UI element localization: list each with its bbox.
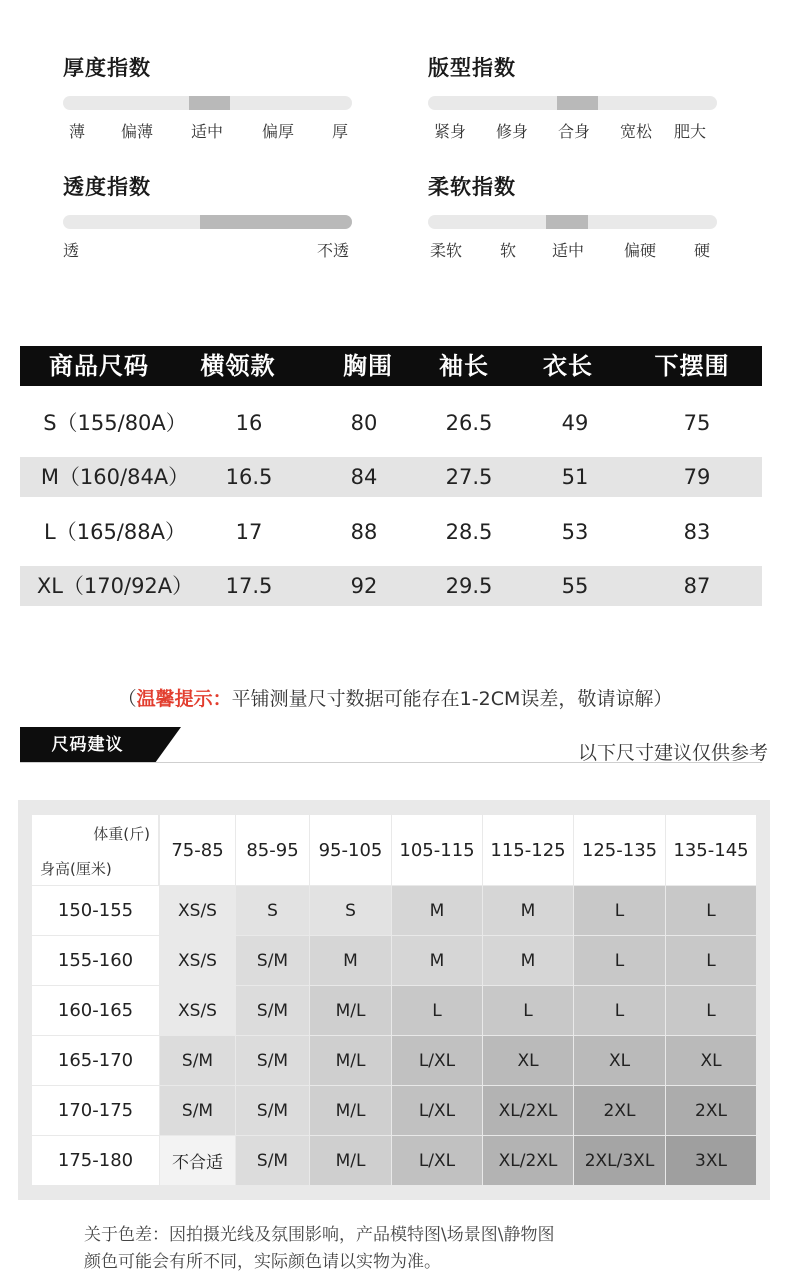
weight-axis-label: 体重(斤) bbox=[93, 825, 150, 843]
recommended-size-cell: L bbox=[574, 936, 665, 985]
size-table-header-cell: 横领款 bbox=[200, 352, 276, 380]
recommended-size-cell: L bbox=[574, 986, 665, 1035]
size-table-header-cell: 衣长 bbox=[543, 352, 593, 380]
height-range-header: 170-175 bbox=[32, 1086, 159, 1135]
recommended-size-cell: L bbox=[666, 886, 756, 935]
recommended-size-cell: L bbox=[483, 986, 573, 1035]
size-table-cell: 28.5 bbox=[445, 520, 493, 544]
weight-range-header: 115-125 bbox=[483, 815, 573, 885]
height-range-header: 165-170 bbox=[32, 1036, 159, 1085]
size-table-cell: M（160/84A） bbox=[40, 465, 190, 489]
recommended-size-cell: M bbox=[483, 886, 573, 935]
tip-open-paren: （ bbox=[117, 688, 137, 710]
softness-label: 硬 bbox=[694, 241, 711, 260]
thickness-label: 偏薄 bbox=[121, 122, 154, 141]
tip-text: 平铺测量尺寸数据可能存在1-2CM误差，敬请谅解 bbox=[231, 688, 654, 710]
recommended-size-cell: L bbox=[392, 986, 482, 1035]
size-table-cell: 16 bbox=[235, 411, 263, 435]
size-table-cell: L（165/88A） bbox=[44, 520, 186, 544]
recommended-size-cell: L/XL bbox=[392, 1036, 482, 1085]
size-recommendation-tag: 尺码建议 bbox=[20, 727, 155, 763]
tip-label: 温馨提示： bbox=[136, 688, 232, 710]
height-range-header: 150-155 bbox=[32, 886, 159, 935]
opacity-index-level bbox=[200, 215, 352, 229]
recommended-size-cell: S/M bbox=[236, 1036, 309, 1085]
recommendation-note: 以下尺寸建议仅供参考 bbox=[577, 742, 768, 764]
thickness-index-level bbox=[189, 96, 230, 110]
color-disclaimer-line: 关于色差：因拍摄光线及氛围影响，产品模特图\场景图\静物图 bbox=[84, 1225, 555, 1245]
size-table-cell: 53 bbox=[561, 520, 589, 544]
weight-range-header: 75-85 bbox=[160, 815, 235, 885]
recommended-size-cell: M bbox=[392, 886, 482, 935]
size-table-row bbox=[20, 403, 762, 443]
recommended-size-cell: S/M bbox=[236, 986, 309, 1035]
thickness-index-bar bbox=[63, 96, 352, 110]
fit-label: 肥大 bbox=[674, 122, 707, 141]
recommended-size-cell: XL/2XL bbox=[483, 1136, 573, 1185]
recommended-size-cell: S bbox=[236, 886, 309, 935]
thickness-label: 适中 bbox=[191, 122, 224, 141]
recommended-size-cell: M bbox=[392, 936, 482, 985]
size-table-cell: 55 bbox=[561, 574, 589, 598]
color-disclaimer-line: 颜色可能会有所不同，实际颜色请以实物为准。 bbox=[84, 1252, 441, 1272]
softness-label: 偏硬 bbox=[624, 241, 657, 260]
size-table-cell: 87 bbox=[683, 574, 711, 598]
size-recommendation-grid bbox=[18, 800, 770, 1200]
opacity-index-title: 透度指数 bbox=[63, 175, 151, 199]
softness-label: 软 bbox=[500, 241, 517, 260]
size-table-cell: 29.5 bbox=[445, 574, 493, 598]
size-table-cell: 83 bbox=[683, 520, 711, 544]
recommended-size-cell: M/L bbox=[310, 986, 391, 1035]
recommended-size-cell: M bbox=[483, 936, 573, 985]
height-axis-label: 身高(厘米) bbox=[40, 860, 112, 878]
recommended-size-cell: S/M bbox=[236, 1136, 309, 1185]
size-table-cell: 49 bbox=[561, 411, 589, 435]
color-disclaimer bbox=[84, 1222, 554, 1276]
size-table-header-cell: 袖长 bbox=[439, 352, 489, 380]
opacity-index-bar bbox=[63, 215, 352, 229]
size-table-cell: 51 bbox=[561, 465, 589, 489]
weight-range-header: 125-135 bbox=[574, 815, 665, 885]
softness-index-level bbox=[546, 215, 588, 229]
height-range-header: 160-165 bbox=[32, 986, 159, 1035]
recommended-size-cell: XL bbox=[666, 1036, 756, 1085]
recommended-size-cell: XL bbox=[483, 1036, 573, 1085]
recommended-size-cell: XS/S bbox=[160, 886, 235, 935]
thickness-label: 厚 bbox=[332, 122, 349, 141]
recommended-size-cell: XS/S bbox=[160, 986, 235, 1035]
recommended-size-cell: M/L bbox=[310, 1136, 391, 1185]
recommended-size-cell: M/L bbox=[310, 1086, 391, 1135]
opacity-label: 透 bbox=[63, 241, 80, 260]
size-table-header-cell: 胸围 bbox=[343, 352, 393, 380]
recommended-size-cell: M/L bbox=[310, 1036, 391, 1085]
size-table-cell: 79 bbox=[683, 465, 711, 489]
weight-range-header: 135-145 bbox=[666, 815, 756, 885]
recommended-size-cell: S/M bbox=[160, 1086, 235, 1135]
size-table-cell: 16.5 bbox=[225, 465, 273, 489]
fit-index-title: 版型指数 bbox=[428, 56, 516, 80]
recommended-size-cell: L bbox=[574, 886, 665, 935]
recommended-size-cell: L/XL bbox=[392, 1136, 482, 1185]
size-table-row bbox=[20, 457, 762, 497]
recommended-size-cell: L bbox=[666, 986, 756, 1035]
recommended-size-cell: S/M bbox=[236, 1086, 309, 1135]
recommended-size-cell: XL bbox=[574, 1036, 665, 1085]
size-table-cell: 80 bbox=[350, 411, 378, 435]
thickness-index-title: 厚度指数 bbox=[63, 56, 151, 80]
size-table-row bbox=[20, 566, 762, 606]
recommended-size-cell: 2XL bbox=[574, 1086, 665, 1135]
recommended-size-cell: L/XL bbox=[392, 1086, 482, 1135]
weight-range-header: 105-115 bbox=[392, 815, 482, 885]
size-table-cell: 92 bbox=[350, 574, 378, 598]
size-table-cell: 17 bbox=[235, 520, 263, 544]
size-table-header-cell: 商品尺码 bbox=[49, 352, 149, 380]
height-range-header: 155-160 bbox=[32, 936, 159, 985]
tip-close-paren: ） bbox=[653, 688, 673, 710]
softness-label: 适中 bbox=[552, 241, 585, 260]
size-table-cell: 17.5 bbox=[225, 574, 273, 598]
weight-range-header: 85-95 bbox=[236, 815, 309, 885]
recommended-size-cell: 2XL/3XL bbox=[574, 1136, 665, 1185]
tag-tail-decoration bbox=[155, 727, 181, 763]
recommended-size-cell: 2XL bbox=[666, 1086, 756, 1135]
thickness-label: 偏厚 bbox=[262, 122, 295, 141]
recommended-size-cell: 3XL bbox=[666, 1136, 756, 1185]
opacity-label: 不透 bbox=[317, 241, 350, 260]
size-table-cell: 84 bbox=[350, 465, 378, 489]
softness-label: 柔软 bbox=[430, 241, 463, 260]
softness-index-title: 柔软指数 bbox=[428, 175, 516, 199]
size-table-cell: 75 bbox=[683, 411, 711, 435]
softness-index-bar bbox=[428, 215, 717, 229]
recommended-size-cell: XL/2XL bbox=[483, 1086, 573, 1135]
recommended-size-cell: 不合适 bbox=[160, 1136, 235, 1185]
recommended-size-cell: L bbox=[666, 936, 756, 985]
size-table-cell: 88 bbox=[350, 520, 378, 544]
size-table-cell: XL（170/92A） bbox=[36, 574, 194, 598]
size-table-header-cell: 下摆围 bbox=[654, 352, 730, 380]
fit-label: 宽松 bbox=[620, 122, 653, 141]
recommended-size-cell: S/M bbox=[236, 936, 309, 985]
weight-range-header: 95-105 bbox=[310, 815, 391, 885]
size-table-cell: 27.5 bbox=[445, 465, 493, 489]
fit-index-level bbox=[557, 96, 598, 110]
thickness-label: 薄 bbox=[69, 122, 86, 141]
fit-index-bar bbox=[428, 96, 717, 110]
size-table-header bbox=[20, 346, 762, 386]
fit-label: 紧身 bbox=[434, 122, 467, 141]
fit-label: 合身 bbox=[558, 122, 591, 141]
recommended-size-cell: S bbox=[310, 886, 391, 935]
recommended-size-cell: XS/S bbox=[160, 936, 235, 985]
fit-label: 修身 bbox=[496, 122, 529, 141]
grid-corner-cell bbox=[32, 815, 158, 885]
size-table-row bbox=[20, 512, 762, 552]
size-table-cell: S（155/80A） bbox=[43, 411, 187, 435]
measurement-tip bbox=[0, 684, 790, 711]
recommended-size-cell: M bbox=[310, 936, 391, 985]
recommended-size-cell: S/M bbox=[160, 1036, 235, 1085]
size-table-cell: 26.5 bbox=[445, 411, 493, 435]
height-range-header: 175-180 bbox=[32, 1136, 159, 1185]
